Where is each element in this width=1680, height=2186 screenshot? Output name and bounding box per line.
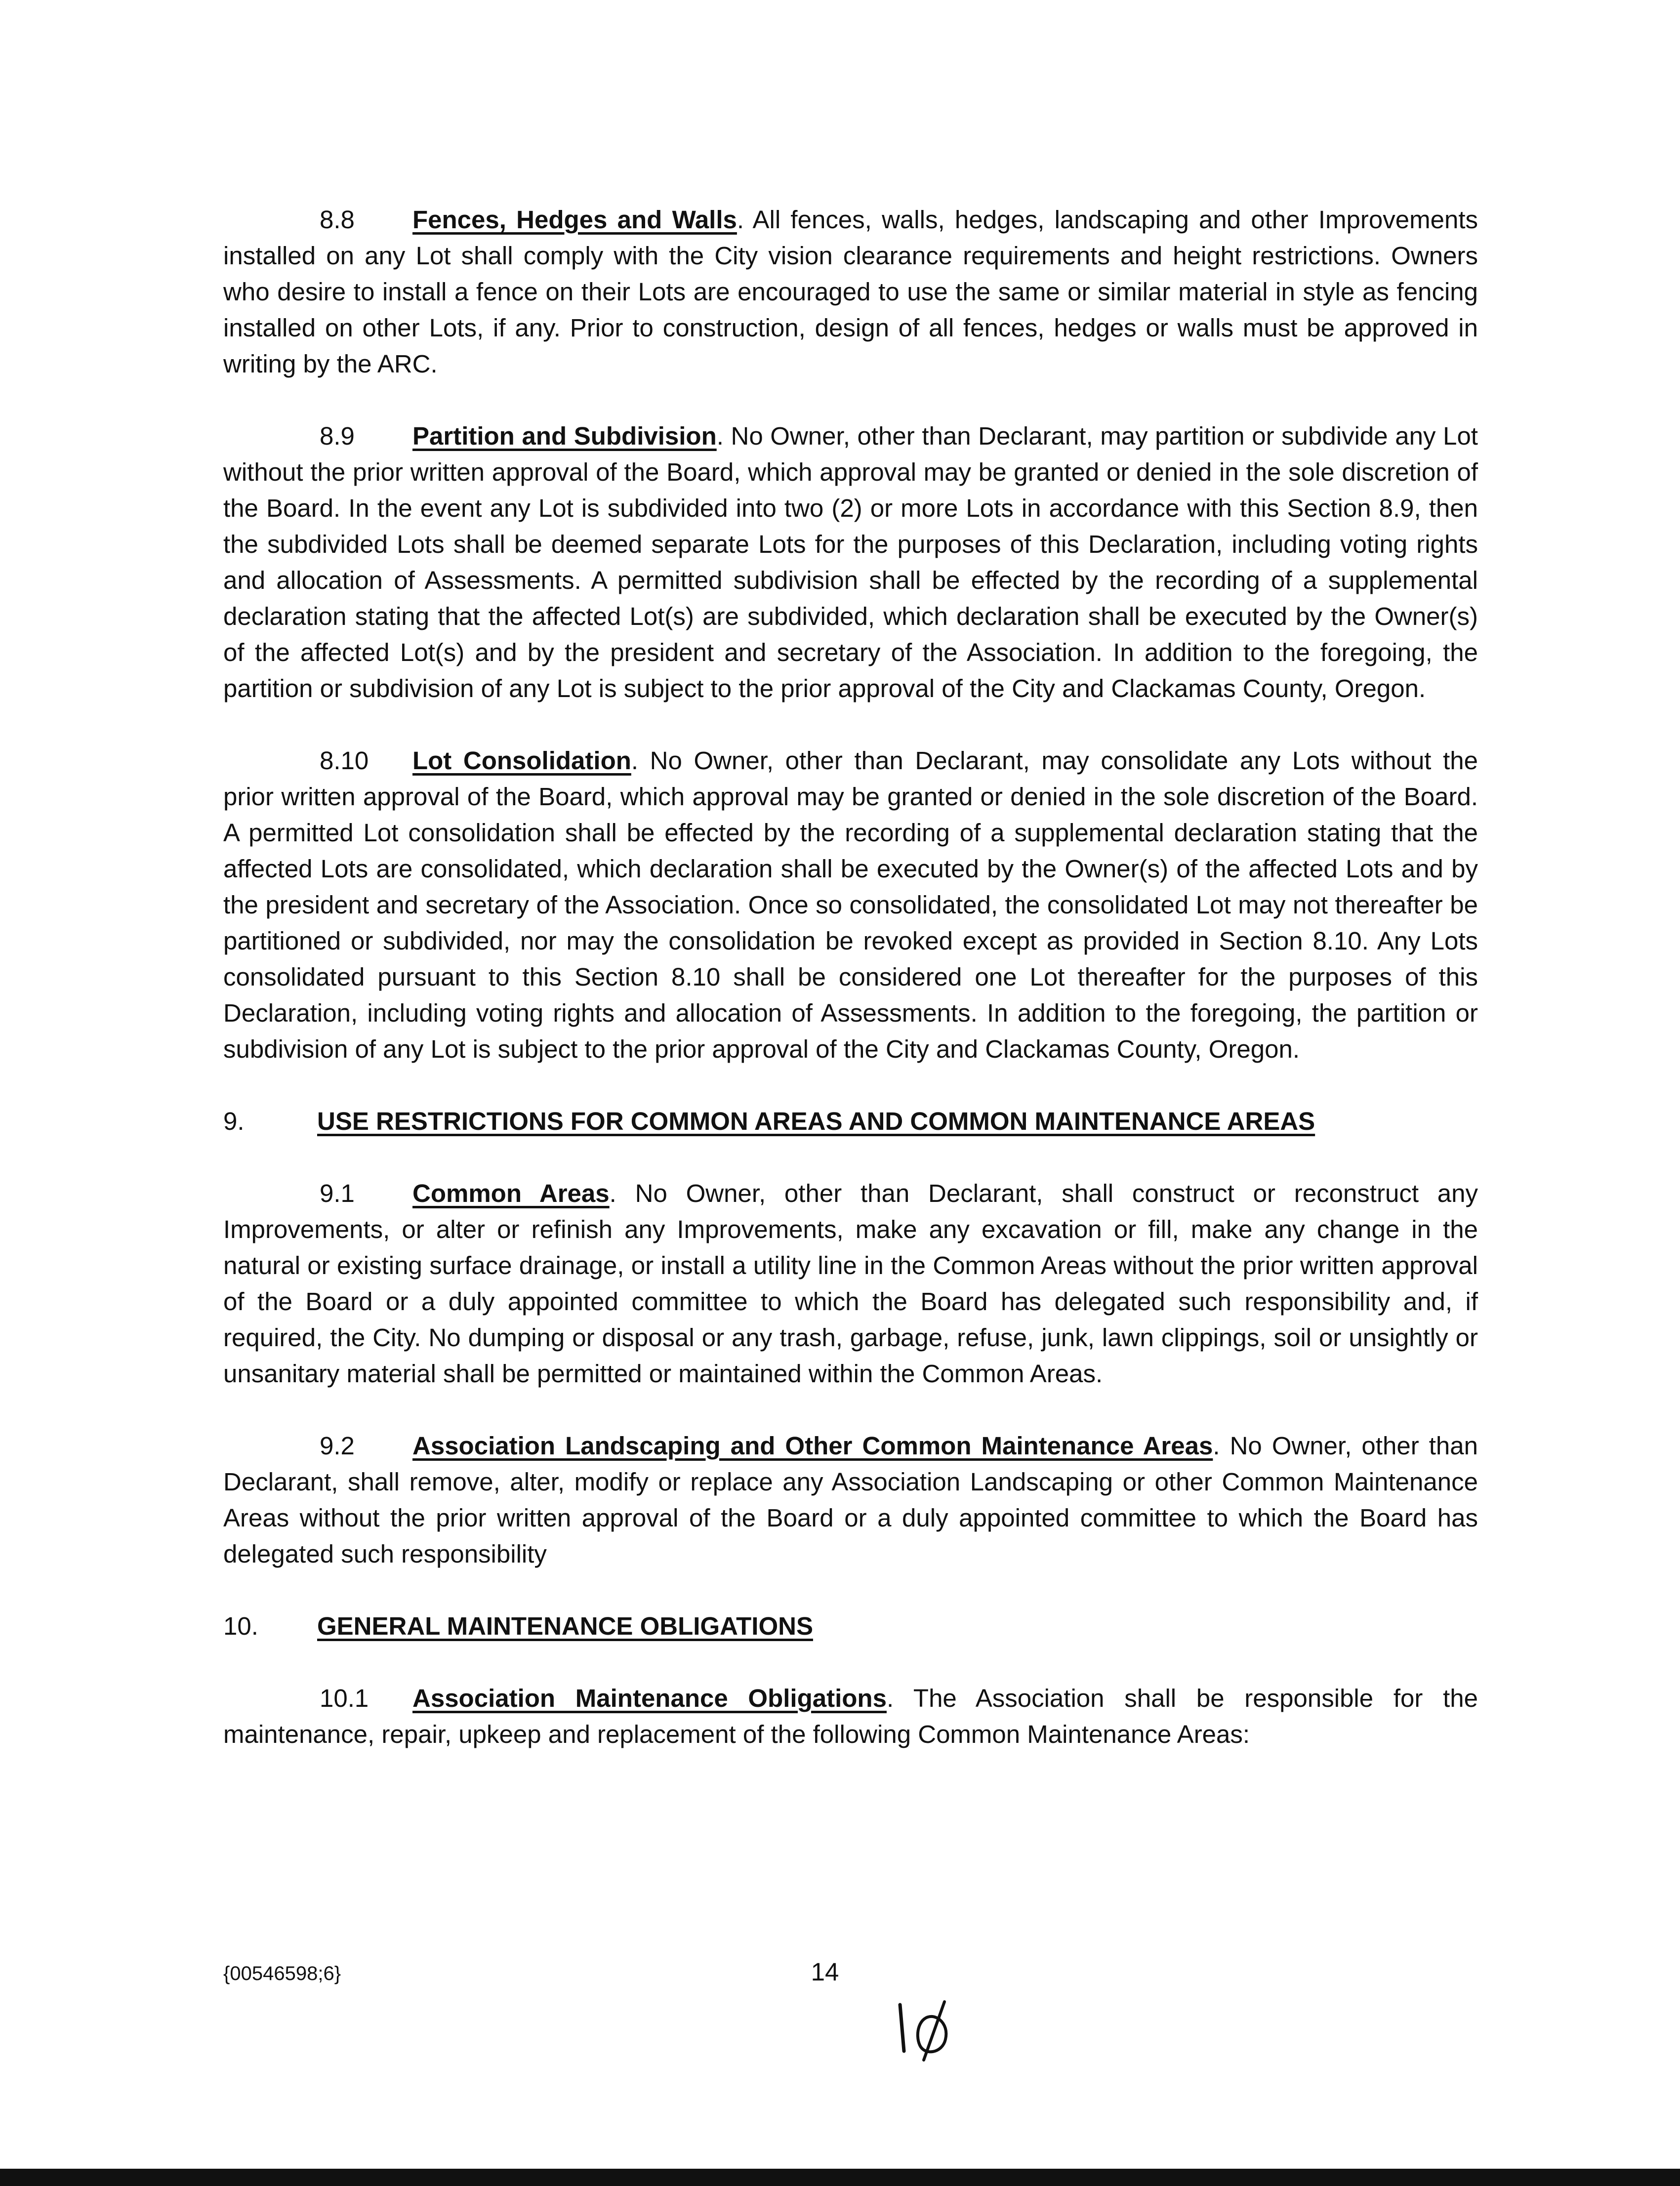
section-10-1: [223, 1680, 1478, 1752]
section-8-8: [223, 202, 1478, 382]
section-title: Association Landscaping and Other Common Maintenance Areas: [412, 1432, 1213, 1460]
heading-title: USE RESTRICTIONS FOR COMMON AREAS AND COMMON MAINTENANCE AREAS: [317, 1107, 1315, 1135]
section-9-1: [223, 1175, 1478, 1392]
document-id: {00546598;6}: [223, 1963, 341, 1984]
handwritten-page-mark: [889, 1996, 968, 2065]
section-8-10: [223, 742, 1478, 1067]
section-number: 8.9: [320, 422, 355, 450]
section-text: . No Owner, other than Declarant, may consolidate any Lots without the prior written approval of the Board, which approval may be granted or denied in the sole discretion of the Board. A permitted Lot consolidation shall be effected by the recording of a supplemental declaration stating that the affected Lots are consolidated, which declaration shall be executed by the Owner(s) of the affected Lots and by the president and secretary of the Association. Once so consolidated, the consolidated Lot may not thereafter be partitioned or subdivided, nor may the consolidation be revoked except as provided in Section 8.10. Any Lots consolidated pursuant to this Section 8.10 shall be considered one Lot thereafter for the purposes of this Declaration, including voting rights and allocation of Assessments. In addition to the foregoing, the partition or subdivision of any Lot is subject to the prior approval of the City and Clackamas County, Oregon.: [223, 746, 1478, 1063]
section-text: . All fences, walls, hedges, landscaping and other Improvements installed on any Lot shall comply with the City vision clearance requirements and height restrictions. Owners who desire to install a fence on their Lots are encouraged to use the same or similar material in style as fencing installed on other Lots, if any. Prior to construction, design of all fences, hedges or walls must be approved in writing by the ARC.: [223, 206, 1478, 378]
heading-9: [223, 1103, 1478, 1139]
section-title: Association Maintenance Obligations: [412, 1684, 887, 1712]
section-number: 9.2: [320, 1432, 355, 1460]
section-8-9: [223, 418, 1478, 706]
heading-number: 9.: [223, 1107, 245, 1135]
heading-10: [223, 1608, 1478, 1644]
heading-title: GENERAL MAINTENANCE OBLIGATIONS: [317, 1612, 813, 1640]
scan-border: [0, 2169, 1680, 2186]
section-number: 8.8: [320, 206, 355, 234]
section-text: . No Owner, other than Declarant, shall remove, alter, modify or replace any Association Landscaping or other Common Maintenance Areas without the prior written approval of the Board or a duly appointed committee to which the Board has delegated such responsibility: [223, 1432, 1478, 1568]
page-number: 14: [811, 1958, 839, 1986]
section-title: Fences, Hedges and Walls: [412, 206, 737, 234]
heading-number: 10.: [223, 1612, 258, 1640]
section-9-2: [223, 1428, 1478, 1572]
document-body: [223, 202, 1478, 1752]
section-title: Lot Consolidation: [412, 746, 631, 775]
section-number: 10.1: [320, 1684, 369, 1712]
section-text: . No Owner, other than Declarant, may partition or subdivide any Lot without the prior written approval of the Board, which approval may be granted or denied in the sole discretion of the Board. In the event any Lot is subdivided into two (2) or more Lots in accordance with this Section 8.9, then the subdivided Lots shall be deemed separate Lots for the purposes of this Declaration, including voting rights and allocation of Assessments. A permitted subdivision shall be effected by the recording of a supplemental declaration stating that the affected Lot(s) are subdivided, which declaration shall be executed by the Owner(s) of the affected Lot(s) and by the president and secretary of the Association. In addition to the foregoing, the partition or subdivision of any Lot is subject to the prior approval of the City and Clackamas County, Oregon.: [223, 422, 1478, 702]
section-number: 8.10: [320, 746, 369, 775]
section-title: Partition and Subdivision: [412, 422, 717, 450]
section-text: . The Association shall be responsible for the maintenance, repair, upkeep and replacement of the following Common Maintenance Areas:: [223, 1684, 1478, 1748]
section-number: 9.1: [320, 1179, 355, 1207]
section-text: . No Owner, other than Declarant, shall construct or reconstruct any Improvements, or alter or refinish any Improvements, make any excavation or fill, make any change in the natural or existing surface drainage, or install a utility line in the Common Areas without the prior written approval of the Board or a duly appointed committee to which the Board has delegated such responsibility and, if required, the City. No dumping or disposal or any trash, garbage, refuse, junk, lawn clippings, soil or unsightly or unsanitary material shall be permitted or maintained within the Common Areas.: [223, 1179, 1478, 1388]
section-title: Common Areas: [412, 1179, 610, 1207]
